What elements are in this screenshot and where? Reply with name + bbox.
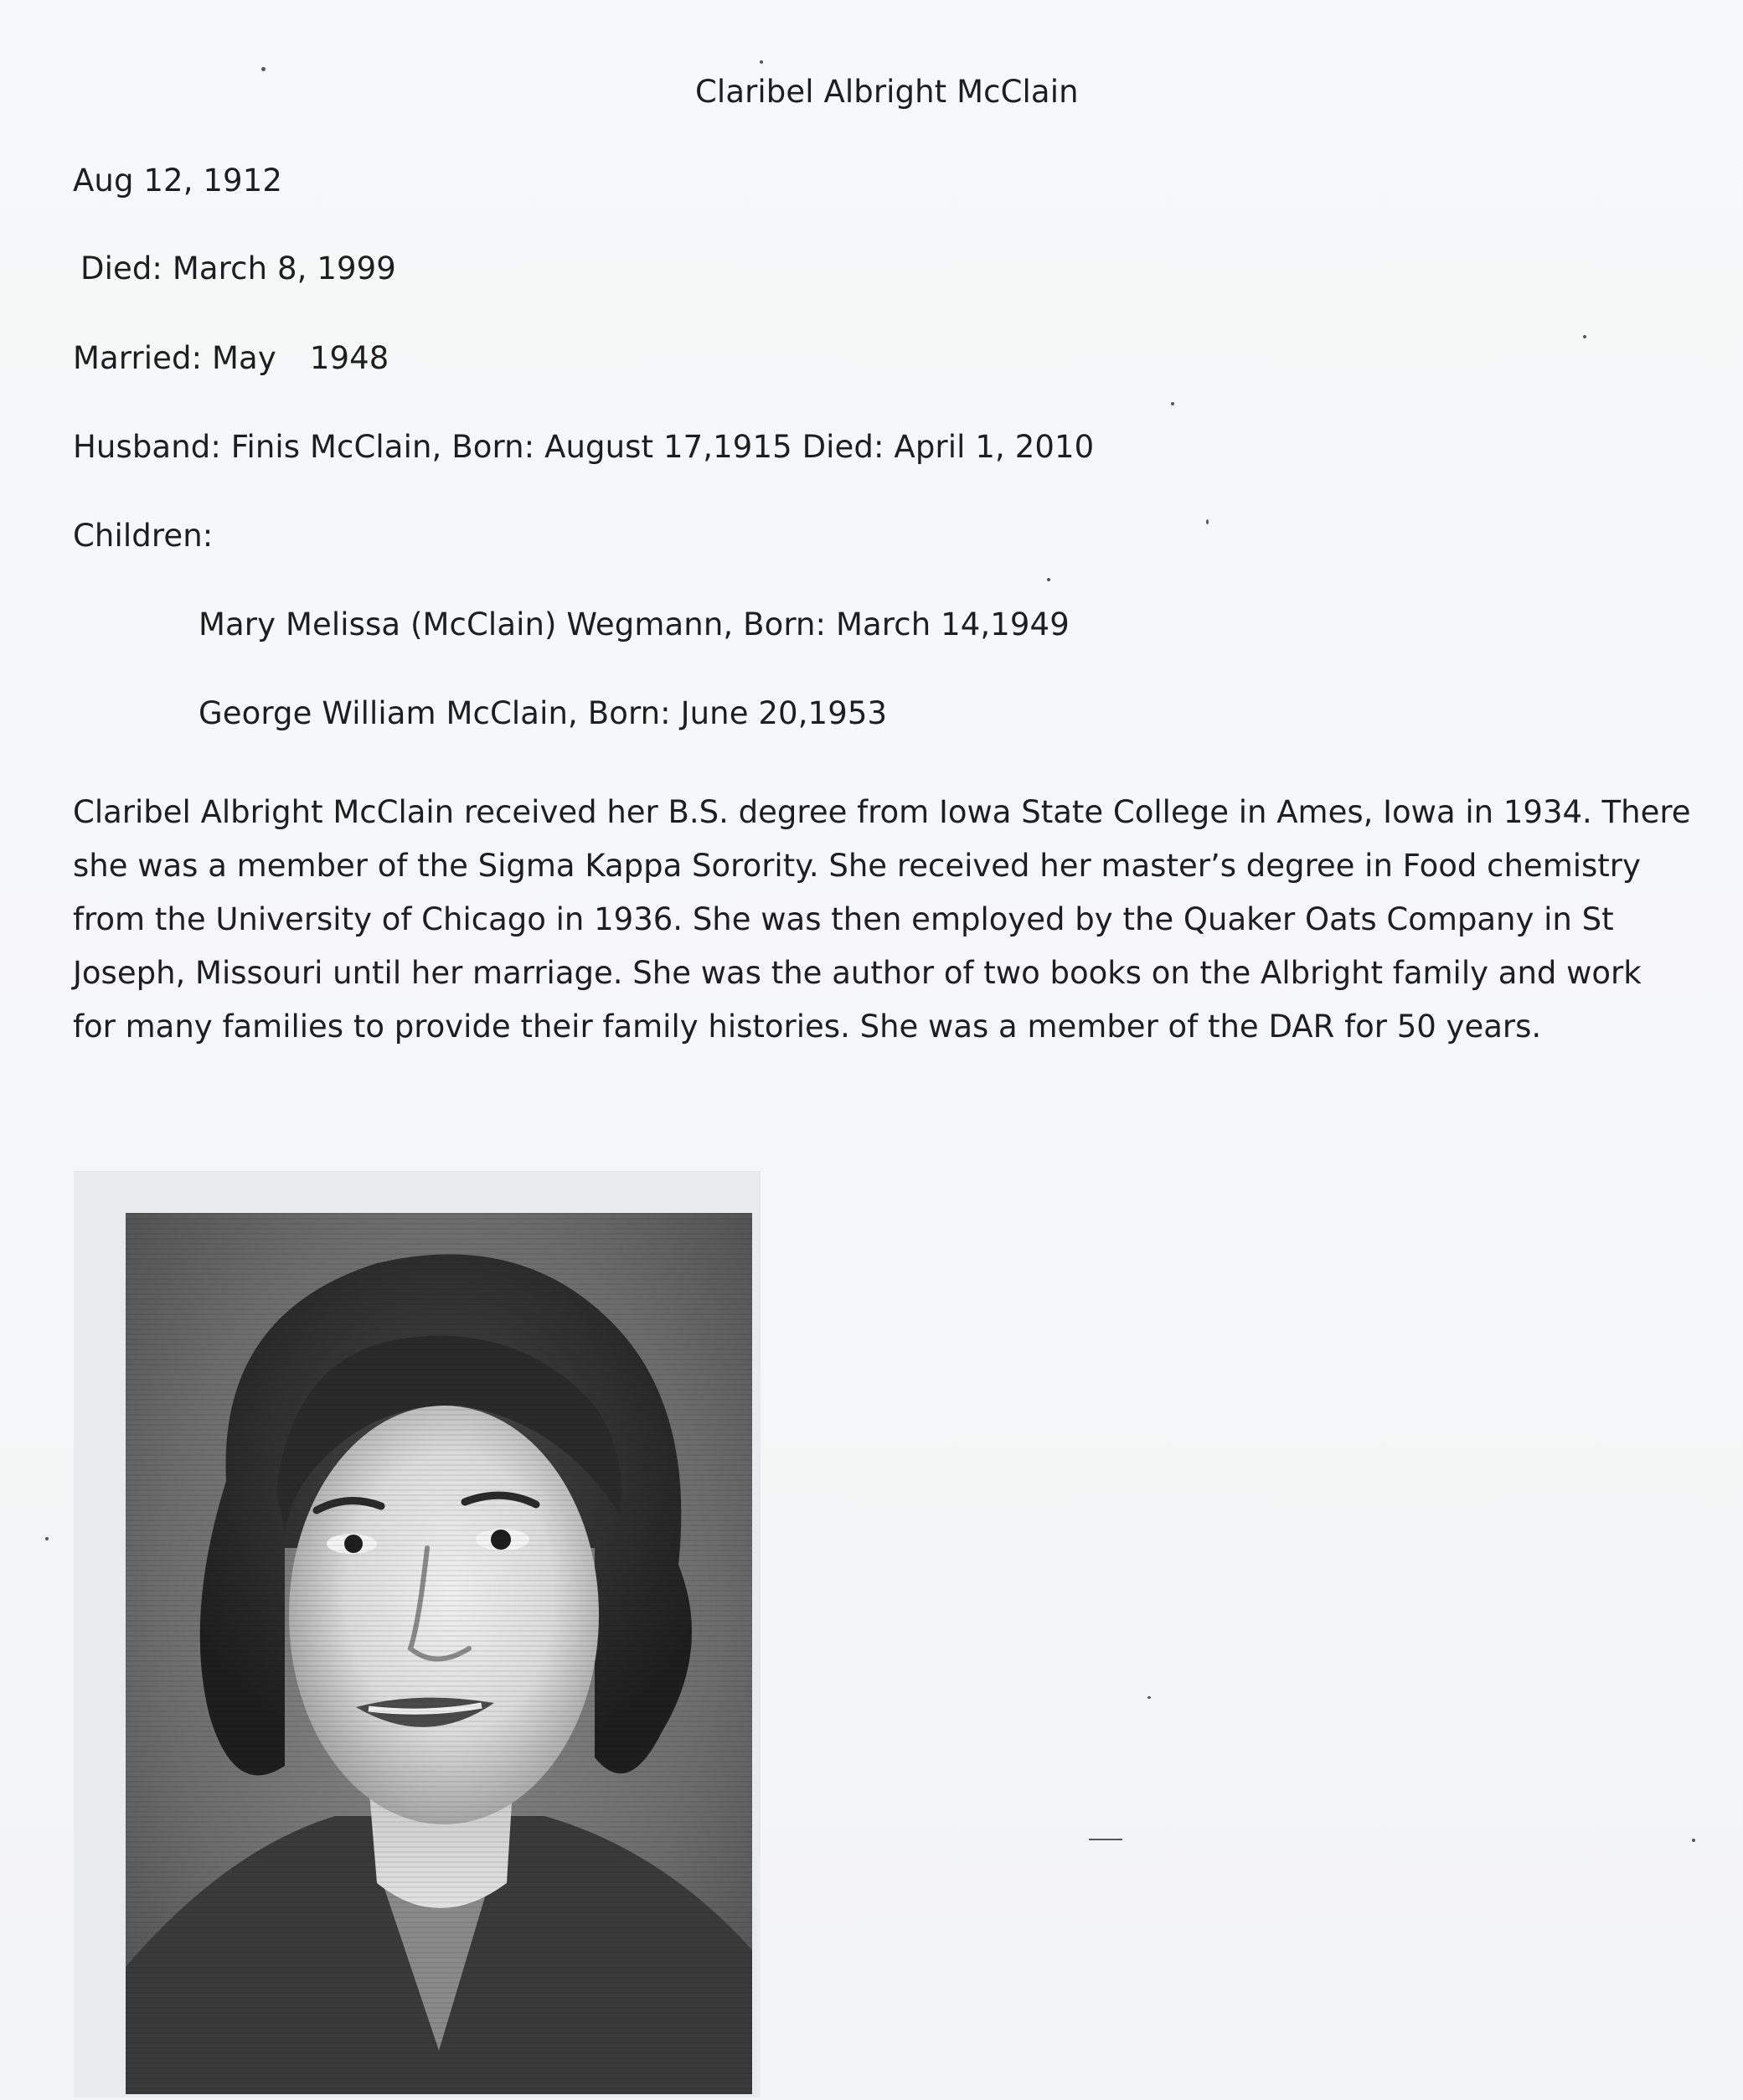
portrait-illustration — [126, 1213, 752, 2094]
birth-date: Aug 12, 1912 — [73, 163, 282, 199]
biography-line: for many families to provide their family histories. She was a member of the DAR for 50 years. — [73, 1009, 1542, 1045]
biography-paragraph — [73, 786, 1715, 1054]
portrait-photo — [126, 1213, 752, 2094]
husband-info: Husband: Finis McClain, Born: August 17,1915 Died: April 1, 2010 — [73, 429, 1095, 465]
children-label: Children: — [73, 518, 214, 554]
child-entry: Mary Melissa (McClain) Wegmann, Born: March 14,1949 — [199, 606, 1070, 642]
biography-line: she was a member of the Sigma Kappa Sorority. She received her master’s degree in Food chemistry — [73, 848, 1641, 884]
marriage-year: 1948 — [309, 340, 389, 376]
child-entry: George William McClain, Born: June 20,1953 — [199, 695, 888, 731]
page-title: Claribel Albright McClain — [695, 74, 1079, 110]
death-date: Died: March 8, 1999 — [80, 250, 396, 286]
marriage-date — [73, 340, 389, 377]
biography-line: Claribel Albright McClain received her B.S. degree from Iowa State College in Ames, Iowa in 1934. There — [73, 794, 1691, 830]
scanline-overlay — [126, 1213, 752, 2094]
marriage-label: Married: May — [73, 340, 276, 376]
biography-line: Joseph, Missouri until her marriage. She was the author of two books on the Albright family and work — [73, 955, 1642, 991]
biography-line: from the University of Chicago in 1936. She was then employed by the Quaker Oats Company in St — [73, 901, 1614, 937]
